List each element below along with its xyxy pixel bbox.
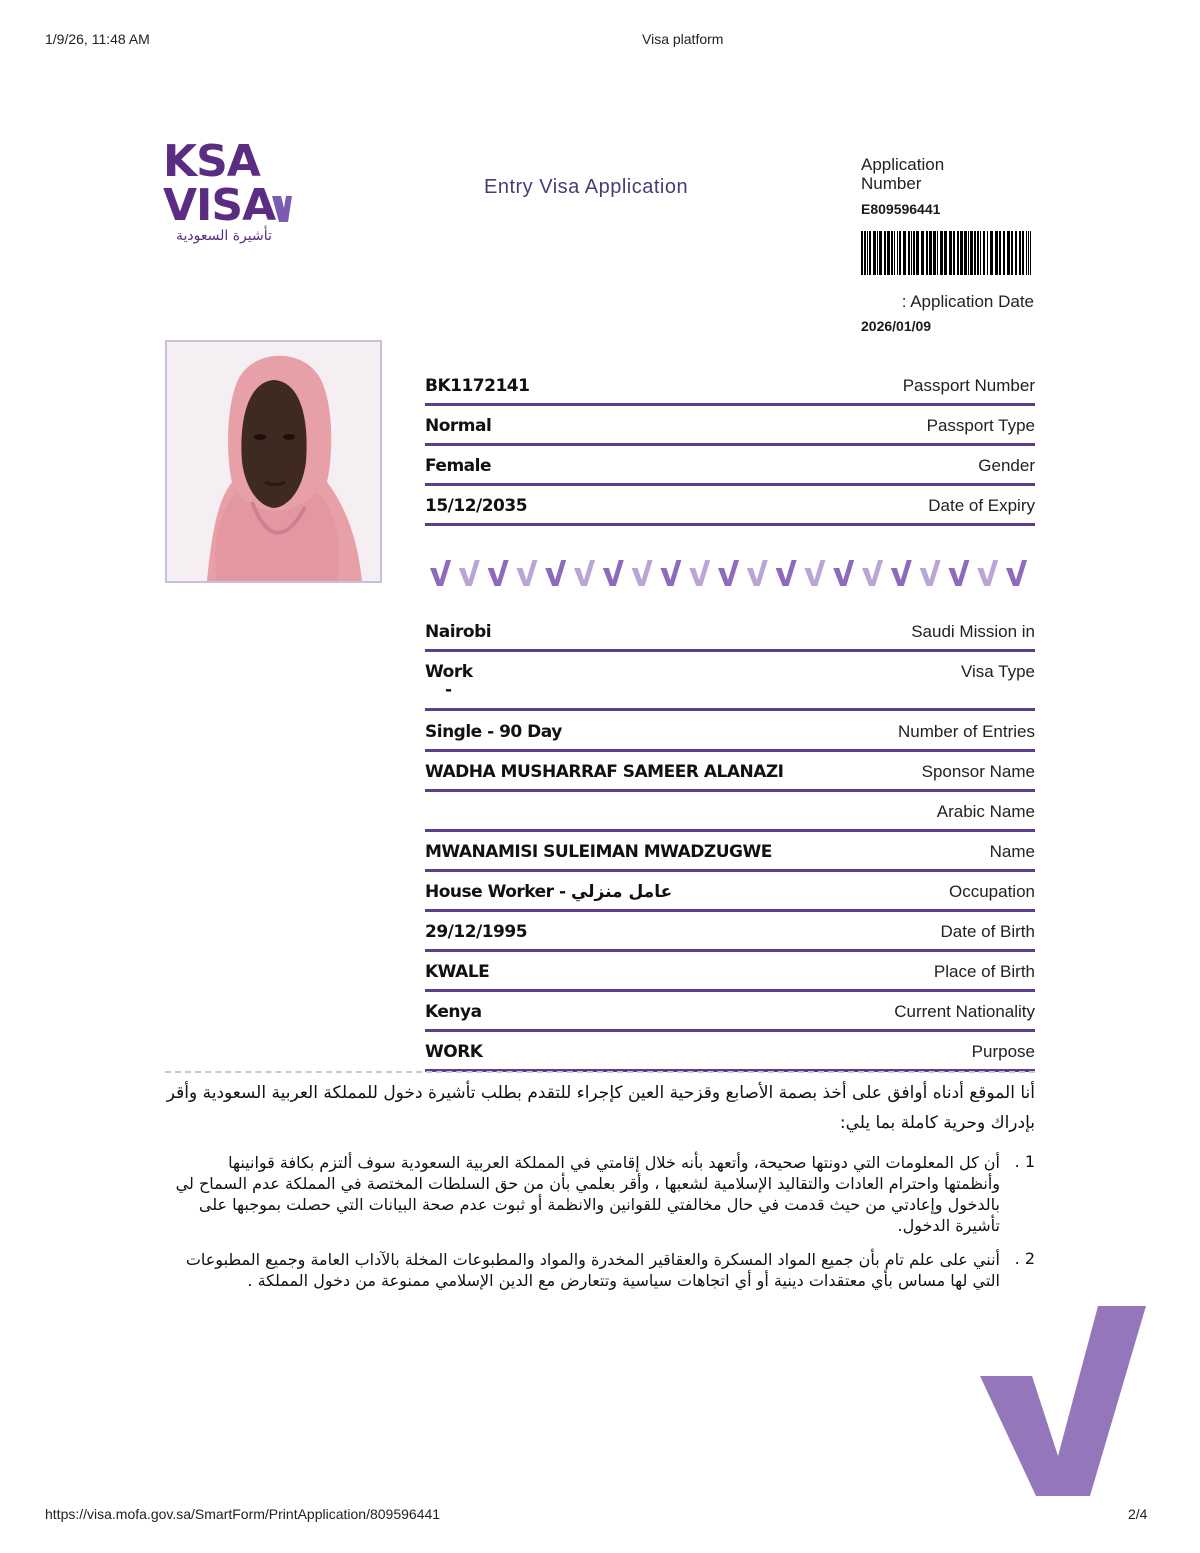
check-icon: [977, 560, 998, 586]
barcode-bar: [1030, 231, 1031, 275]
barcode-bar: [983, 231, 985, 275]
field-value: 15/12/2035: [425, 496, 528, 516]
barcode-bar: [990, 231, 993, 275]
barcode-bar: [899, 231, 901, 275]
barcode-bar: [944, 231, 947, 275]
field-row: [425, 1035, 1035, 1072]
check-icon: [1006, 560, 1027, 586]
application-date-label: : Application Date: [901, 292, 1034, 311]
check-icon: [430, 560, 451, 586]
field-value: Single - 90 Day: [425, 722, 562, 742]
field-row: [425, 995, 1035, 1032]
check-icon: [516, 560, 537, 586]
logo-line-2: VISA: [163, 184, 292, 228]
check-icon: [632, 560, 653, 586]
barcode-bar: [933, 231, 936, 275]
check-icon: [603, 560, 624, 586]
check-icon: [459, 560, 480, 586]
field-label: Visa Type: [960, 662, 1035, 681]
field-row: [425, 875, 1035, 912]
field-value: Normal: [425, 416, 492, 436]
barcode-bar: [916, 231, 919, 275]
barcode-bar: [894, 231, 895, 275]
field-row: [425, 955, 1035, 992]
declaration-intro: أنا الموقع أدناه أوافق على أخذ بصمة الأصابع وقزحية العين كإجراء للتقدم بطلب تأشيرة دخول للمملكة العربية السعودية وأقر بإدراك وحرية كاملة بما يلي:: [166, 1083, 1035, 1133]
field-row: [425, 835, 1035, 872]
check-icon: [660, 560, 681, 586]
field-label: Occupation: [949, 882, 1035, 901]
barcode-bar: [953, 231, 955, 275]
barcode-bar: [970, 231, 973, 275]
barcode-bar: [1022, 231, 1024, 275]
check-icon: [574, 560, 595, 586]
large-check-watermark: [980, 1306, 1150, 1498]
application-date: 2026/01/09: [861, 318, 932, 334]
barcode-bar: [879, 231, 882, 275]
barcode-bar: [1011, 231, 1013, 275]
field-label: Current Nationality: [894, 1002, 1035, 1021]
field-label: Date of Birth: [940, 922, 1035, 941]
field-value: BK1172141: [425, 376, 530, 396]
print-page-title: Visa platform: [642, 31, 724, 47]
field-label: Sponsor Name: [921, 762, 1035, 781]
barcode-bar: [869, 231, 871, 275]
document-title: Entry Visa Application: [484, 176, 689, 198]
application-number-label: Application Number: [861, 155, 945, 193]
barcode-bar: [960, 231, 963, 275]
barcode-bar: [995, 231, 998, 275]
barcode-bar: [929, 231, 932, 275]
field-value: MWANAMISI SULEIMAN MWADZUGWE: [425, 842, 772, 862]
barcode-bar: [926, 231, 928, 275]
barcode-bar: [887, 231, 890, 275]
applicant-photo: [165, 340, 382, 583]
check-icon: [804, 560, 825, 586]
field-label: Saudi Mission in: [911, 622, 1035, 641]
barcode-bar: [908, 231, 910, 275]
barcode-bar: [897, 231, 898, 275]
field-label: Arabic Name: [936, 802, 1035, 821]
logo-check-icon: [272, 196, 292, 222]
field-value: WADHA MUSHARRAF SAMEER ALANAZI: [425, 762, 784, 782]
check-icon: [776, 560, 797, 586]
check-icon: [833, 560, 854, 586]
application-number: E809596441: [861, 201, 941, 217]
check-icon: [689, 560, 710, 586]
field-row: [425, 449, 1035, 486]
barcode-bar: [873, 231, 876, 275]
page-number: 2/4: [1128, 1506, 1148, 1522]
field-value: WORK: [425, 1042, 483, 1062]
field-row-saudi-mission: [425, 615, 1035, 652]
barcode-bar: [940, 231, 943, 275]
section-divider: [165, 1071, 1035, 1073]
check-icon: [488, 560, 509, 586]
barcode-bar: [937, 231, 938, 275]
barcode-bar: [911, 231, 912, 275]
check-icon: [948, 560, 969, 586]
barcode-bar: [968, 231, 969, 275]
barcode-bar: [949, 231, 952, 275]
field-extra-dash: -: [445, 680, 452, 700]
barcode-bar: [980, 231, 981, 275]
decorative-checkmark-row: [430, 560, 1035, 588]
field-value: Kenya: [425, 1002, 482, 1022]
barcode-bar: [1003, 231, 1005, 275]
print-datetime: 1/9/26, 11:48 AM: [45, 31, 150, 47]
field-label: Passport Type: [926, 416, 1035, 435]
barcode-bar: [1007, 231, 1010, 275]
field-value: Female: [425, 456, 491, 476]
declaration-item-number: 2 .: [1014, 1249, 1035, 1268]
barcode-bar: [957, 231, 959, 275]
field-label: Passport Number: [902, 376, 1035, 395]
field-row: [425, 795, 1035, 832]
field-row: [425, 489, 1035, 526]
barcode: [861, 231, 1035, 275]
barcode-bar: [974, 231, 976, 275]
field-label: Place of Birth: [933, 962, 1035, 981]
field-label: Number of Entries: [898, 722, 1035, 741]
logo-line-1: KSA: [163, 136, 260, 187]
barcode-bar: [884, 231, 886, 275]
field-value: Nairobi: [425, 622, 492, 642]
field-value: Work: [425, 662, 473, 682]
check-icon: [862, 560, 883, 586]
barcode-bar: [877, 231, 878, 275]
check-icon: [718, 560, 739, 586]
field-row-visa-type: [425, 655, 1035, 711]
check-icon: [891, 560, 912, 586]
print-url: https://visa.mofa.gov.sa/SmartForm/PrintApplication/809596441: [45, 1506, 441, 1522]
check-icon: [545, 560, 566, 586]
field-row: [425, 409, 1035, 446]
barcode-bar: [903, 231, 906, 275]
ksa-visa-logo: [163, 136, 292, 231]
field-value: 29/12/1995: [425, 922, 528, 942]
field-row: [425, 755, 1035, 792]
field-value: KWALE: [425, 962, 490, 982]
barcode-bar: [921, 231, 924, 275]
barcode-bar: [1028, 231, 1029, 275]
field-label: Gender: [978, 456, 1035, 475]
logo-arabic-text: تأشيرة السعودية: [176, 228, 272, 244]
barcode-bar: [864, 231, 866, 275]
barcode-bar: [1026, 231, 1027, 275]
barcode-bar: [891, 231, 893, 275]
barcode-bar: [999, 231, 1001, 275]
barcode-bar: [861, 231, 863, 275]
field-row: [425, 715, 1035, 752]
field-row: [425, 915, 1035, 952]
barcode-bar: [913, 231, 915, 275]
barcode-bar: [1015, 231, 1017, 275]
field-row: [425, 369, 1035, 406]
declaration-item-number: 1 .: [1014, 1152, 1035, 1171]
field-label: Date of Expiry: [928, 496, 1035, 515]
declaration-item: أنني على علم تام بأن جميع المواد المسكرة والعقاقير المخدرة والمواد والمطبوعات المخلة بالآداب العامة وجميع المطبوعات التي لها مساس بأي معتقدات دينية أو أي اتجاهات سياسية وتتعارض مع الدين الإسلامي ممنوعة من دخول المملكة .: [185, 1250, 1000, 1290]
field-label: Name: [989, 842, 1035, 861]
field-label: Purpose: [971, 1042, 1035, 1061]
check-icon: [920, 560, 941, 586]
check-icon: [747, 560, 768, 586]
barcode-bar: [987, 231, 988, 275]
barcode-bar: [977, 231, 979, 275]
field-value: House Worker - عامل منزلي: [425, 882, 673, 902]
barcode-bar: [867, 231, 868, 275]
declaration-item: أن كل المعلومات التي دونتها صحيحة، وأتعهد بأنه خلال إقامتي في المملكة العربية السعودية سوف ألتزم بكافة قوانينها وأنظمتها واحترام العادات والتقاليد الإسلامية لشعبها ، وأقر بعلمي بأن من حق السلطات المختصة في المملكة عدم السماح لي بالدخول وإعادتي من حيث قدمت في حال مخالفتي للقوانين والانظمة أو ثبوت عدم صحة البيانات التي حصلت بموجبها على تأشيرة الدخول.: [175, 1153, 1000, 1235]
barcode-bar: [964, 231, 967, 275]
barcode-bar: [1019, 231, 1021, 275]
